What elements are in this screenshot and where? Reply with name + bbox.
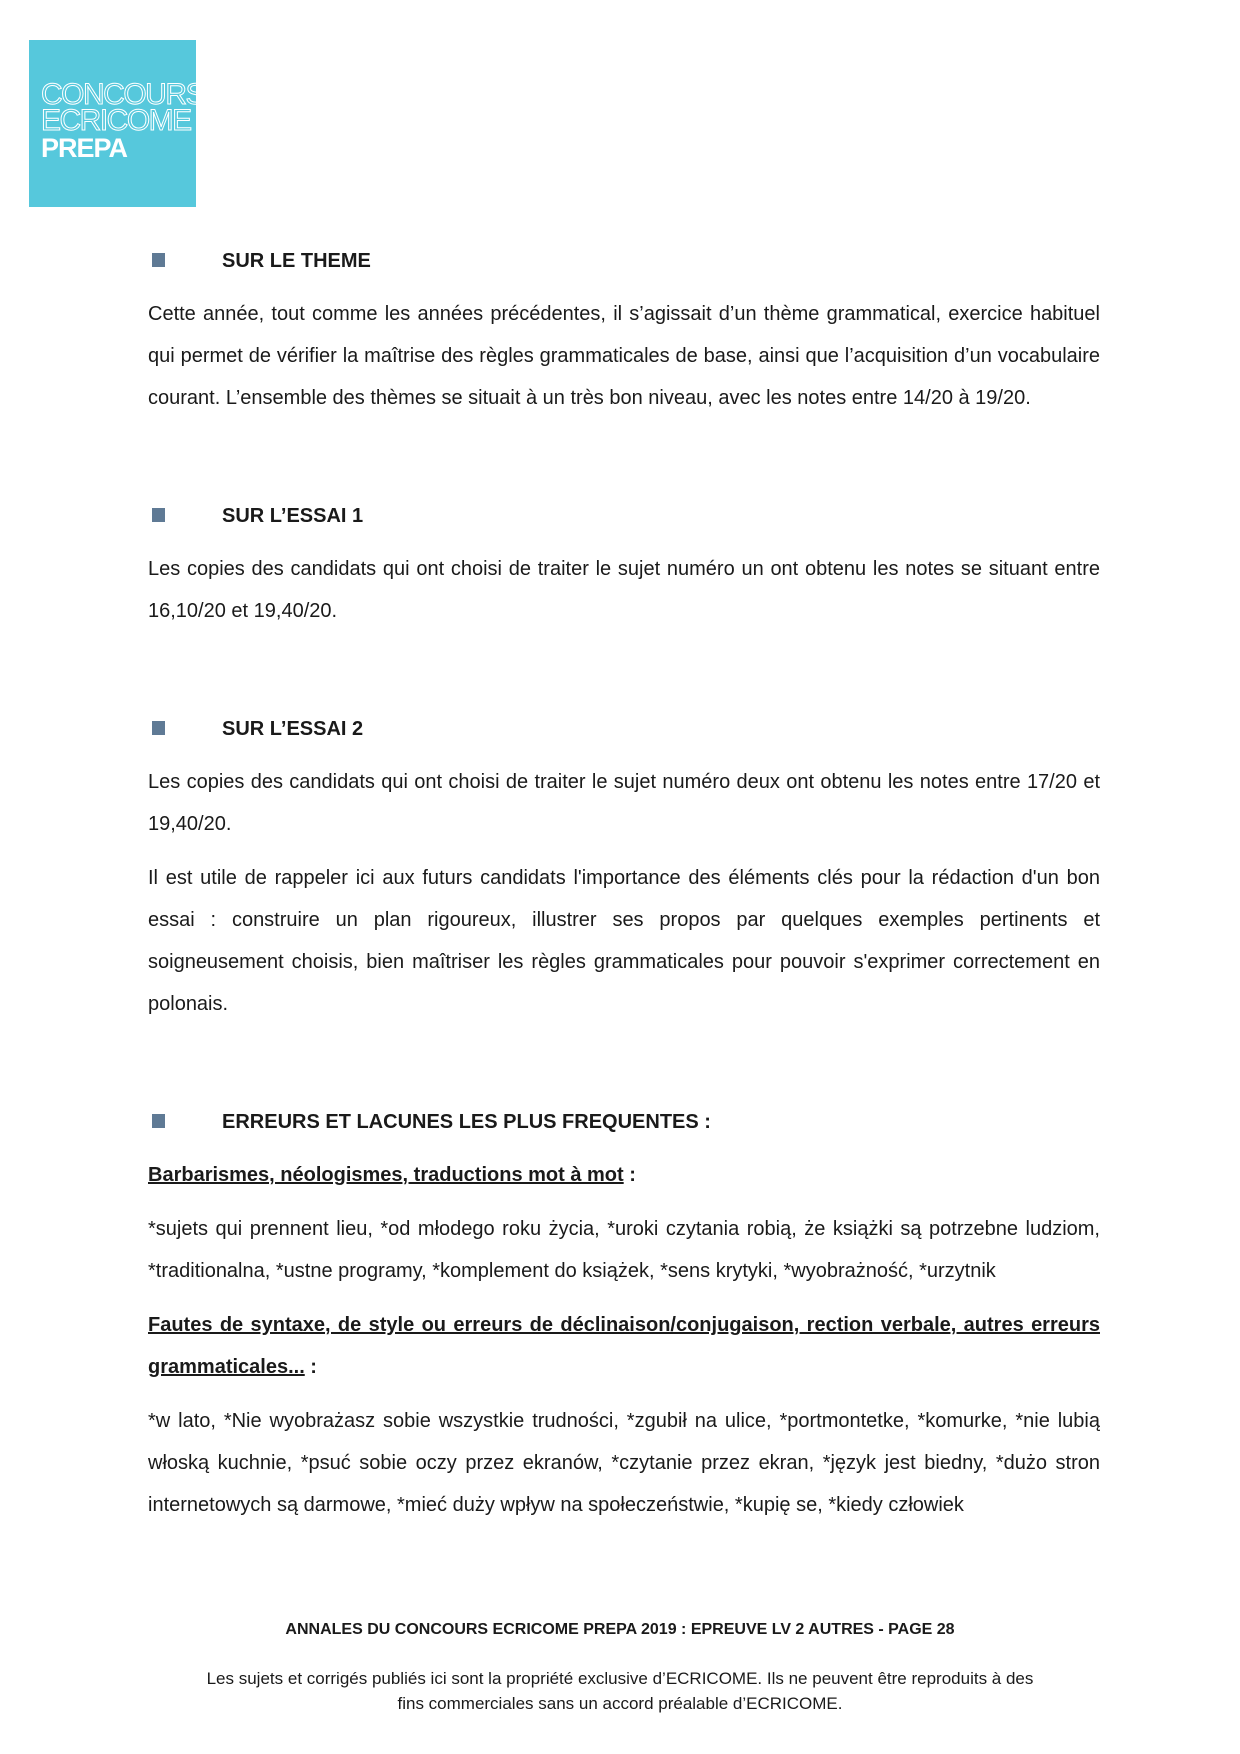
logo-line-ecricome: ECRICOME bbox=[41, 104, 191, 137]
subheading-suffix: : bbox=[623, 1164, 636, 1186]
section-heading-essai-1 bbox=[148, 495, 1100, 537]
paragraph-essai-1: Les copies des candidats qui ont choisi de traiter le sujet numéro un ont obtenu les notes se situant entre 16,10/20 et 19,40/20. bbox=[148, 558, 1100, 622]
logo-line-prepa: PREPA bbox=[41, 133, 128, 163]
footer-note-line-1: Les sujets et corrigés publiés ici sont la propriété exclusive d’ECRICOME. Ils ne peuvent être reproduits à des bbox=[206, 1669, 1034, 1688]
section-heading-theme bbox=[148, 240, 1100, 282]
section-title: ERREURS ET LACUNES LES PLUS FREQUENTES : bbox=[222, 1111, 711, 1133]
subheading-label: Barbarismes, néologismes, traductions mot à mot bbox=[148, 1164, 624, 1186]
paragraph-fautes-examples: *w lato, *Nie wyobrażasz sobie wszystkie trudności, *zgubił na ulice, *portmontetke, *komurke, *nie lubią włoską kuchnie, *psuć sobie oczy przez ekranów, *czytanie przez ekran, *język jest biedny, *dużo stron internetowych są darmowe, *mieć duży wpływ na społeczeństwie, *kupię se, *kiedy człowiek bbox=[148, 1410, 1100, 1516]
paragraph-essai-2-advice: Il est utile de rappeler ici aux futurs candidats l'importance des éléments clés pour la rédaction d'un bon essai : construire un plan rigoureux, illustrer ses propos par quelques exemples pertinents et soigneusement choisis, bien maîtriser les règles grammaticales pour pouvoir s'exprimer correctement en polonais. bbox=[148, 867, 1100, 1015]
section-title: SUR L’ESSAI 1 bbox=[222, 505, 364, 527]
subheading-suffix: : bbox=[304, 1356, 317, 1378]
section-heading-essai-2 bbox=[148, 708, 1100, 750]
logo-line-concours: CONCOURS bbox=[41, 78, 205, 111]
square-bullet-icon bbox=[152, 253, 165, 267]
footer-copyright-note bbox=[140, 1666, 1100, 1716]
paragraph-essai-2-notes: Les copies des candidats qui ont choisi de traiter le sujet numéro deux ont obtenu les notes entre 17/20 et 19,40/20. bbox=[148, 771, 1100, 835]
section-title: SUR LE THEME bbox=[222, 250, 371, 272]
footer-note-line-2: fins commerciales sans un accord préalable d’ECRICOME. bbox=[397, 1694, 843, 1713]
footer-title: ANNALES DU CONCOURS ECRICOME PREPA 2019 : EPREUVE LV 2 AUTRES - PAGE 28 bbox=[285, 1621, 955, 1638]
subheading-label: Fautes de syntaxe, de style ou erreurs de déclinaison/conjugaison, rection verbale, autres erreurs grammaticales... bbox=[148, 1314, 1100, 1378]
ecricome-logo bbox=[29, 40, 205, 207]
section-title: SUR L’ESSAI 2 bbox=[222, 718, 364, 740]
square-bullet-icon bbox=[152, 508, 165, 522]
subheading-fautes-syntaxe bbox=[148, 1304, 1100, 1388]
document-body bbox=[148, 240, 1100, 1526]
section-heading-erreurs bbox=[148, 1101, 1100, 1143]
paragraph-barbarismes-examples: *sujets qui prennent lieu, *od młodego roku życia, *uroki czytania robią, że książki są potrzebne ludziom, *traditionalna, *ustne programy, *komplement do książek, *sens krytyki, *wyobrażność, *urzytnik bbox=[148, 1218, 1100, 1282]
square-bullet-icon bbox=[152, 1114, 165, 1128]
square-bullet-icon bbox=[152, 721, 165, 735]
paragraph-theme: Cette année, tout comme les années précédentes, il s’agissait d’un thème grammatical, exercice habituel qui permet de vérifier la maîtrise des règles grammaticales de base, ainsi que l’acquisition d’un vocabulaire courant. L’ensemble des thèmes se situait à un très bon niveau, avec les notes entre 14/20 à 19/20. bbox=[148, 303, 1100, 409]
subheading-barbarismes bbox=[148, 1154, 1100, 1196]
